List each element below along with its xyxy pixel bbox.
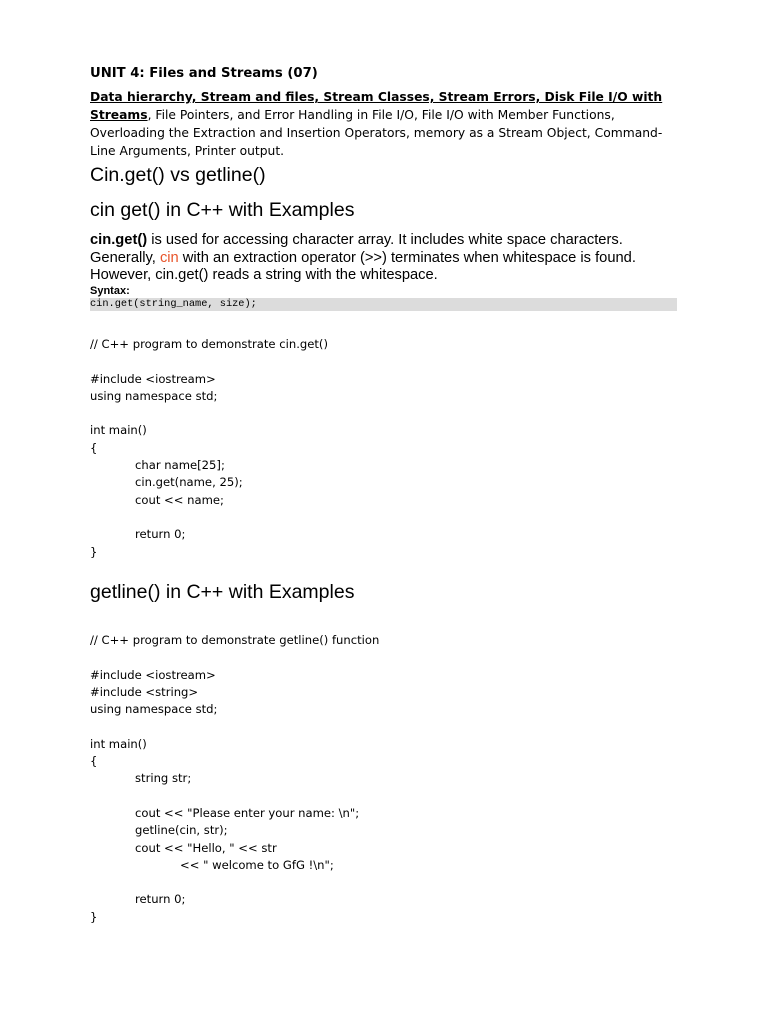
syntax-code-block: cin.get(string_name, size); (90, 298, 677, 311)
code-line: return 0; (135, 892, 186, 907)
unit-title: UNIT 4: Files and Streams (07) (90, 66, 318, 81)
heading-getline-examples: getline() in C++ with Examples (90, 581, 355, 603)
topics-underlined: Data hierarchy, Stream and files, Stream Classes, Stream Errors, Disk File I/O with Streams (90, 90, 663, 122)
code-block-cin-get (90, 336, 328, 561)
topics-paragraph (90, 88, 670, 160)
code-line: cout << name; (135, 492, 224, 507)
description-line-2 (90, 250, 690, 268)
description-line-2-a: Generally, (90, 249, 160, 266)
topics-rest: , File Pointers, and Error Handling in File I/O, File I/O with Member Functions, Overloading the Extraction and Insertion Operators, memory as a Stream Object, Command-Line Arguments, Printer output. (90, 108, 663, 158)
code-line: int main() (90, 423, 147, 438)
code-line: } (90, 909, 98, 924)
cin-get-term: cin.get() (90, 232, 148, 248)
code-line: cout << "Please enter your name: \n"; (135, 805, 360, 820)
code-line (90, 788, 379, 805)
code-line (90, 874, 379, 891)
code-line: #include <iostream> (90, 371, 216, 386)
code-line: // C++ program to demonstrate cin.get() (90, 337, 328, 351)
description-line-2-b: with an extraction operator (>>) terminates when whitespace is found. (178, 249, 636, 266)
cin-link-text: cin (159, 249, 179, 266)
code-line: #include <string> (90, 684, 199, 699)
code-line: string str; (135, 771, 192, 786)
code-line (90, 718, 379, 735)
code-line: getline(cin, str); (135, 823, 228, 838)
code-line: cin.get(name, 25); (135, 475, 243, 490)
code-line (90, 509, 328, 526)
heading-cin-get-examples: cin get() in C++ with Examples (90, 199, 355, 221)
code-block-getline (90, 632, 379, 926)
code-line: << " welcome to GfG !\n"; (180, 857, 334, 872)
code-line: #include <iostream> (90, 667, 216, 682)
code-line (90, 353, 328, 370)
code-line: } (90, 544, 98, 559)
code-line: int main() (90, 736, 147, 751)
code-line: using namespace std; (90, 702, 218, 717)
description-line-3: However, cin.get() reads a string with the whitespace. (90, 267, 438, 284)
code-line: { (90, 440, 98, 455)
code-line: // C++ program to demonstrate getline() function (90, 633, 380, 647)
description-line-1-text: is used for accessing character array. It includes white space characters. (147, 232, 623, 248)
description-line-1 (90, 232, 690, 250)
code-line: return 0; (135, 527, 186, 542)
code-line: cout << "Hello, " << str (135, 840, 277, 855)
heading-cin-get-vs-getline: Cin.get() vs getline() (90, 164, 266, 186)
syntax-label: Syntax: (90, 285, 130, 297)
code-line (90, 649, 379, 666)
code-line: { (90, 754, 98, 769)
code-line: char name[25]; (135, 458, 225, 473)
code-line (90, 405, 328, 422)
cin-get-description (90, 232, 690, 285)
code-line: using namespace std; (90, 388, 218, 403)
